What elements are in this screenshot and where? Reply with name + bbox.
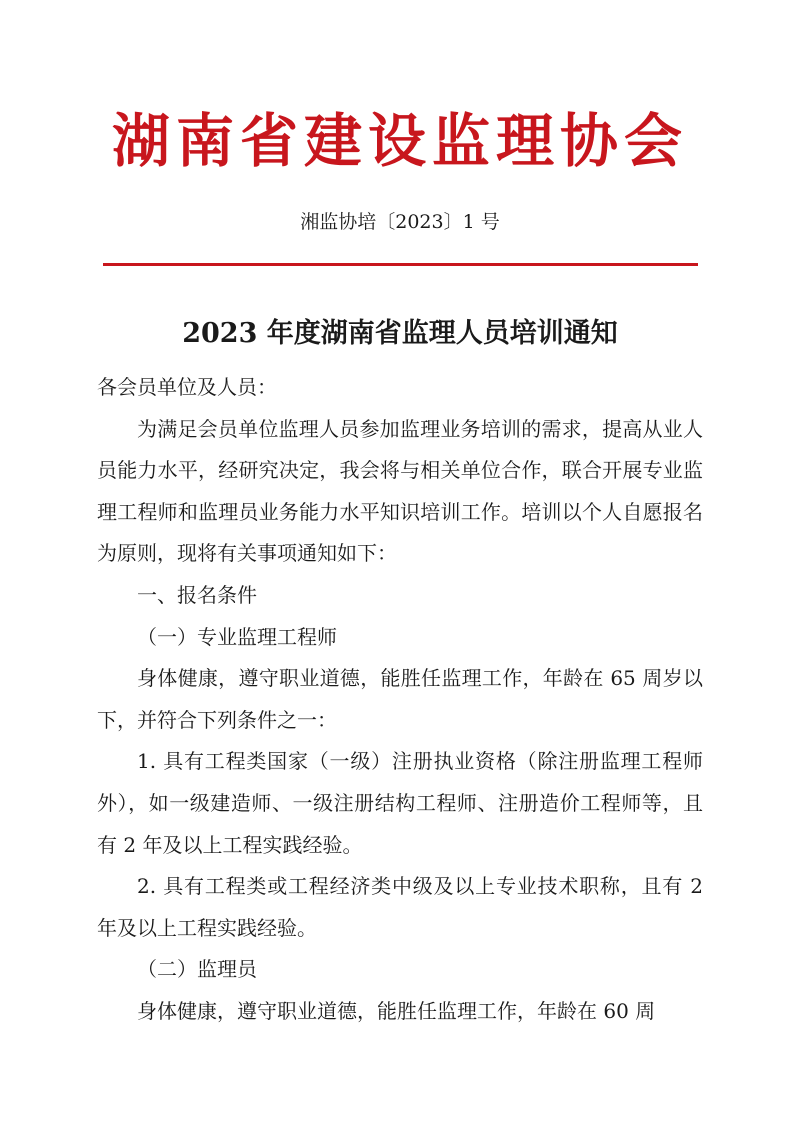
- document-number: 湘监协培〔2023〕1 号: [300, 211, 500, 233]
- red-divider-line: [103, 263, 698, 266]
- notice-body: [97, 367, 703, 1033]
- supervising-engineer-requirements: 身体健康，遵守职业道德，能胜任监理工作，年龄在 65 周岁以下，并符合下列条件之一：: [97, 666, 703, 732]
- intro-paragraph: 为满足会员单位监理人员参加监理业务培训的需求，提高从业人员能力水平，经研究决定，我会将与相关单位合作，联合开展专业监理工程师和监理员业务能力水平知识培训工作。培训以个人自愿报名为原则，现将有关事项通知如下：: [97, 416, 703, 566]
- section-heading-registration-conditions: 一、报名条件: [137, 582, 257, 607]
- notice-title: 2023 年度湖南省监理人员培训通知: [182, 318, 618, 349]
- subsection-heading-supervising-engineer: （一）专业监理工程师: [137, 624, 337, 649]
- subsection-heading-supervisor: （二）监理员: [137, 957, 257, 982]
- salutation: 各会员单位及人员：: [97, 375, 277, 399]
- condition-item-2: 2. 具有工程类或工程经济类中级及以上专业技术职称，且有 2 年及以上工程实践经验。: [97, 874, 703, 940]
- org-name-heading: 湖南省建设监理协会: [111, 107, 688, 175]
- supervisor-requirements: 身体健康，遵守职业道德，能胜任监理工作，年龄在 60 周: [137, 998, 656, 1023]
- condition-item-1: 1. 具有工程类国家（一级）注册执业资格（除注册监理工程师外），如一级建造师、一级注册结构工程师、注册造价工程师等，且有 2 年及以上工程实践经验。: [97, 749, 703, 857]
